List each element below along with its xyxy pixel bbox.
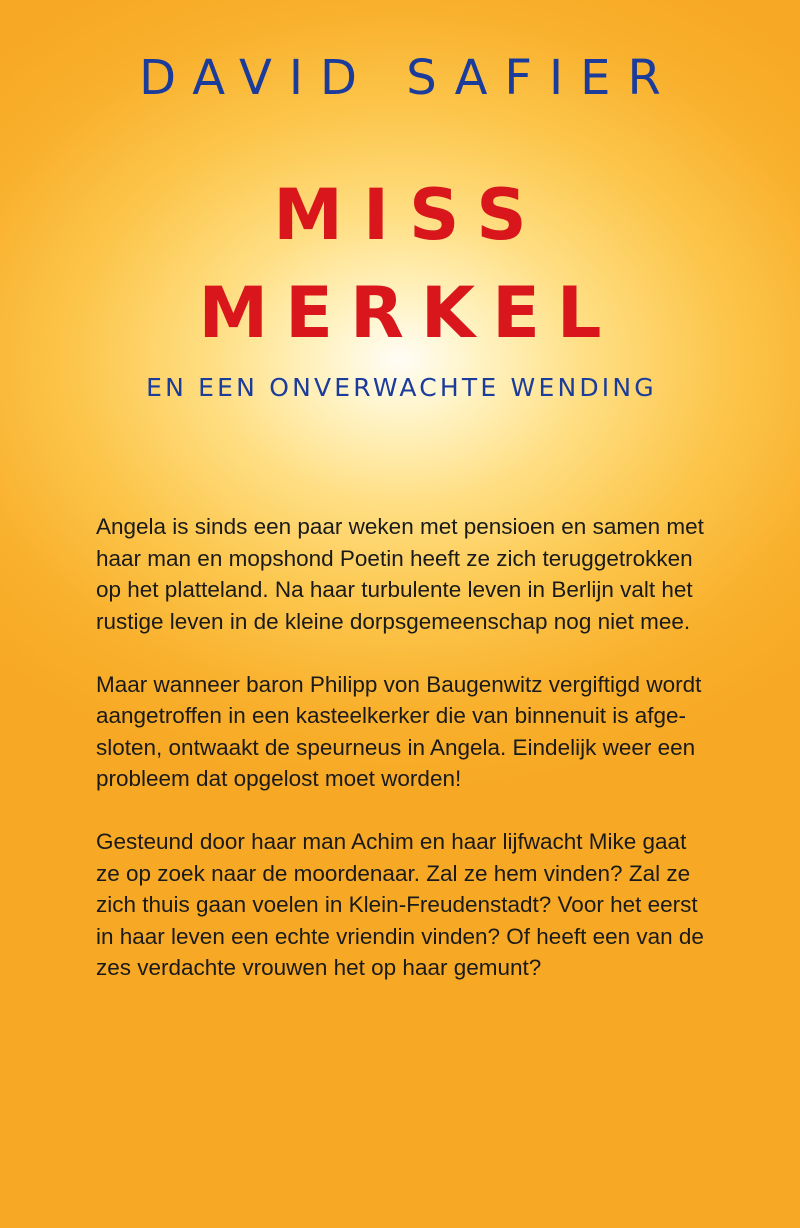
- blurb-line: Angela is sinds een paar weken met pensioen en samen met: [96, 514, 704, 539]
- blurb-line: Maar wanneer baron Philipp von Baugenwitz vergiftigd wordt: [96, 671, 702, 697]
- blurb-line: ze op zoek naar de moordenaar. Zal ze hem vinden? Zal ze: [96, 860, 691, 886]
- blurb-paragraph-2: [96, 669, 736, 795]
- blurb-line: rustige leven in de kleine dorpsgemeenschap nog niet mee.: [96, 608, 691, 634]
- blurb-line: haar man en mopshond Poetin heeft ze zich teruggetrokken: [96, 545, 693, 571]
- blurb-line: zes verdachte vrouwen het op haar gemunt?: [96, 955, 542, 980]
- blurb-line: in haar leven een echte vriendin vinden? Of heeft een van de: [96, 923, 704, 949]
- author-name: DAVID SAFIER: [139, 50, 678, 106]
- book-title-line-1: MISS: [273, 174, 547, 256]
- book-subtitle: EN EEN ONVERWACHTE WENDING: [146, 373, 657, 402]
- blurb-line: probleem dat opgelost moet worden!: [96, 766, 462, 791]
- blurb-line: Gesteund door haar man Achim en haar lijfwacht Mike gaat: [96, 829, 687, 854]
- blurb-line: op het platteland. Na haar turbulente leven in Berlijn valt het: [96, 577, 693, 602]
- blurb-line: sloten, ontwaakt de speurneus in Angela. Eindelijk weer een: [96, 734, 696, 760]
- blurb-line: zich thuis gaan voelen in Klein-Freudenstadt? Voor het eerst: [96, 892, 698, 917]
- blurb-line: aangetroffen in een kasteelkerker die van binnenuit is afge-: [96, 703, 686, 728]
- blurb-text: [96, 511, 736, 1015]
- book-title-line-2: MERKEL: [198, 272, 619, 354]
- blurb-paragraph-1: [96, 511, 736, 637]
- blurb-paragraph-3: [96, 826, 736, 984]
